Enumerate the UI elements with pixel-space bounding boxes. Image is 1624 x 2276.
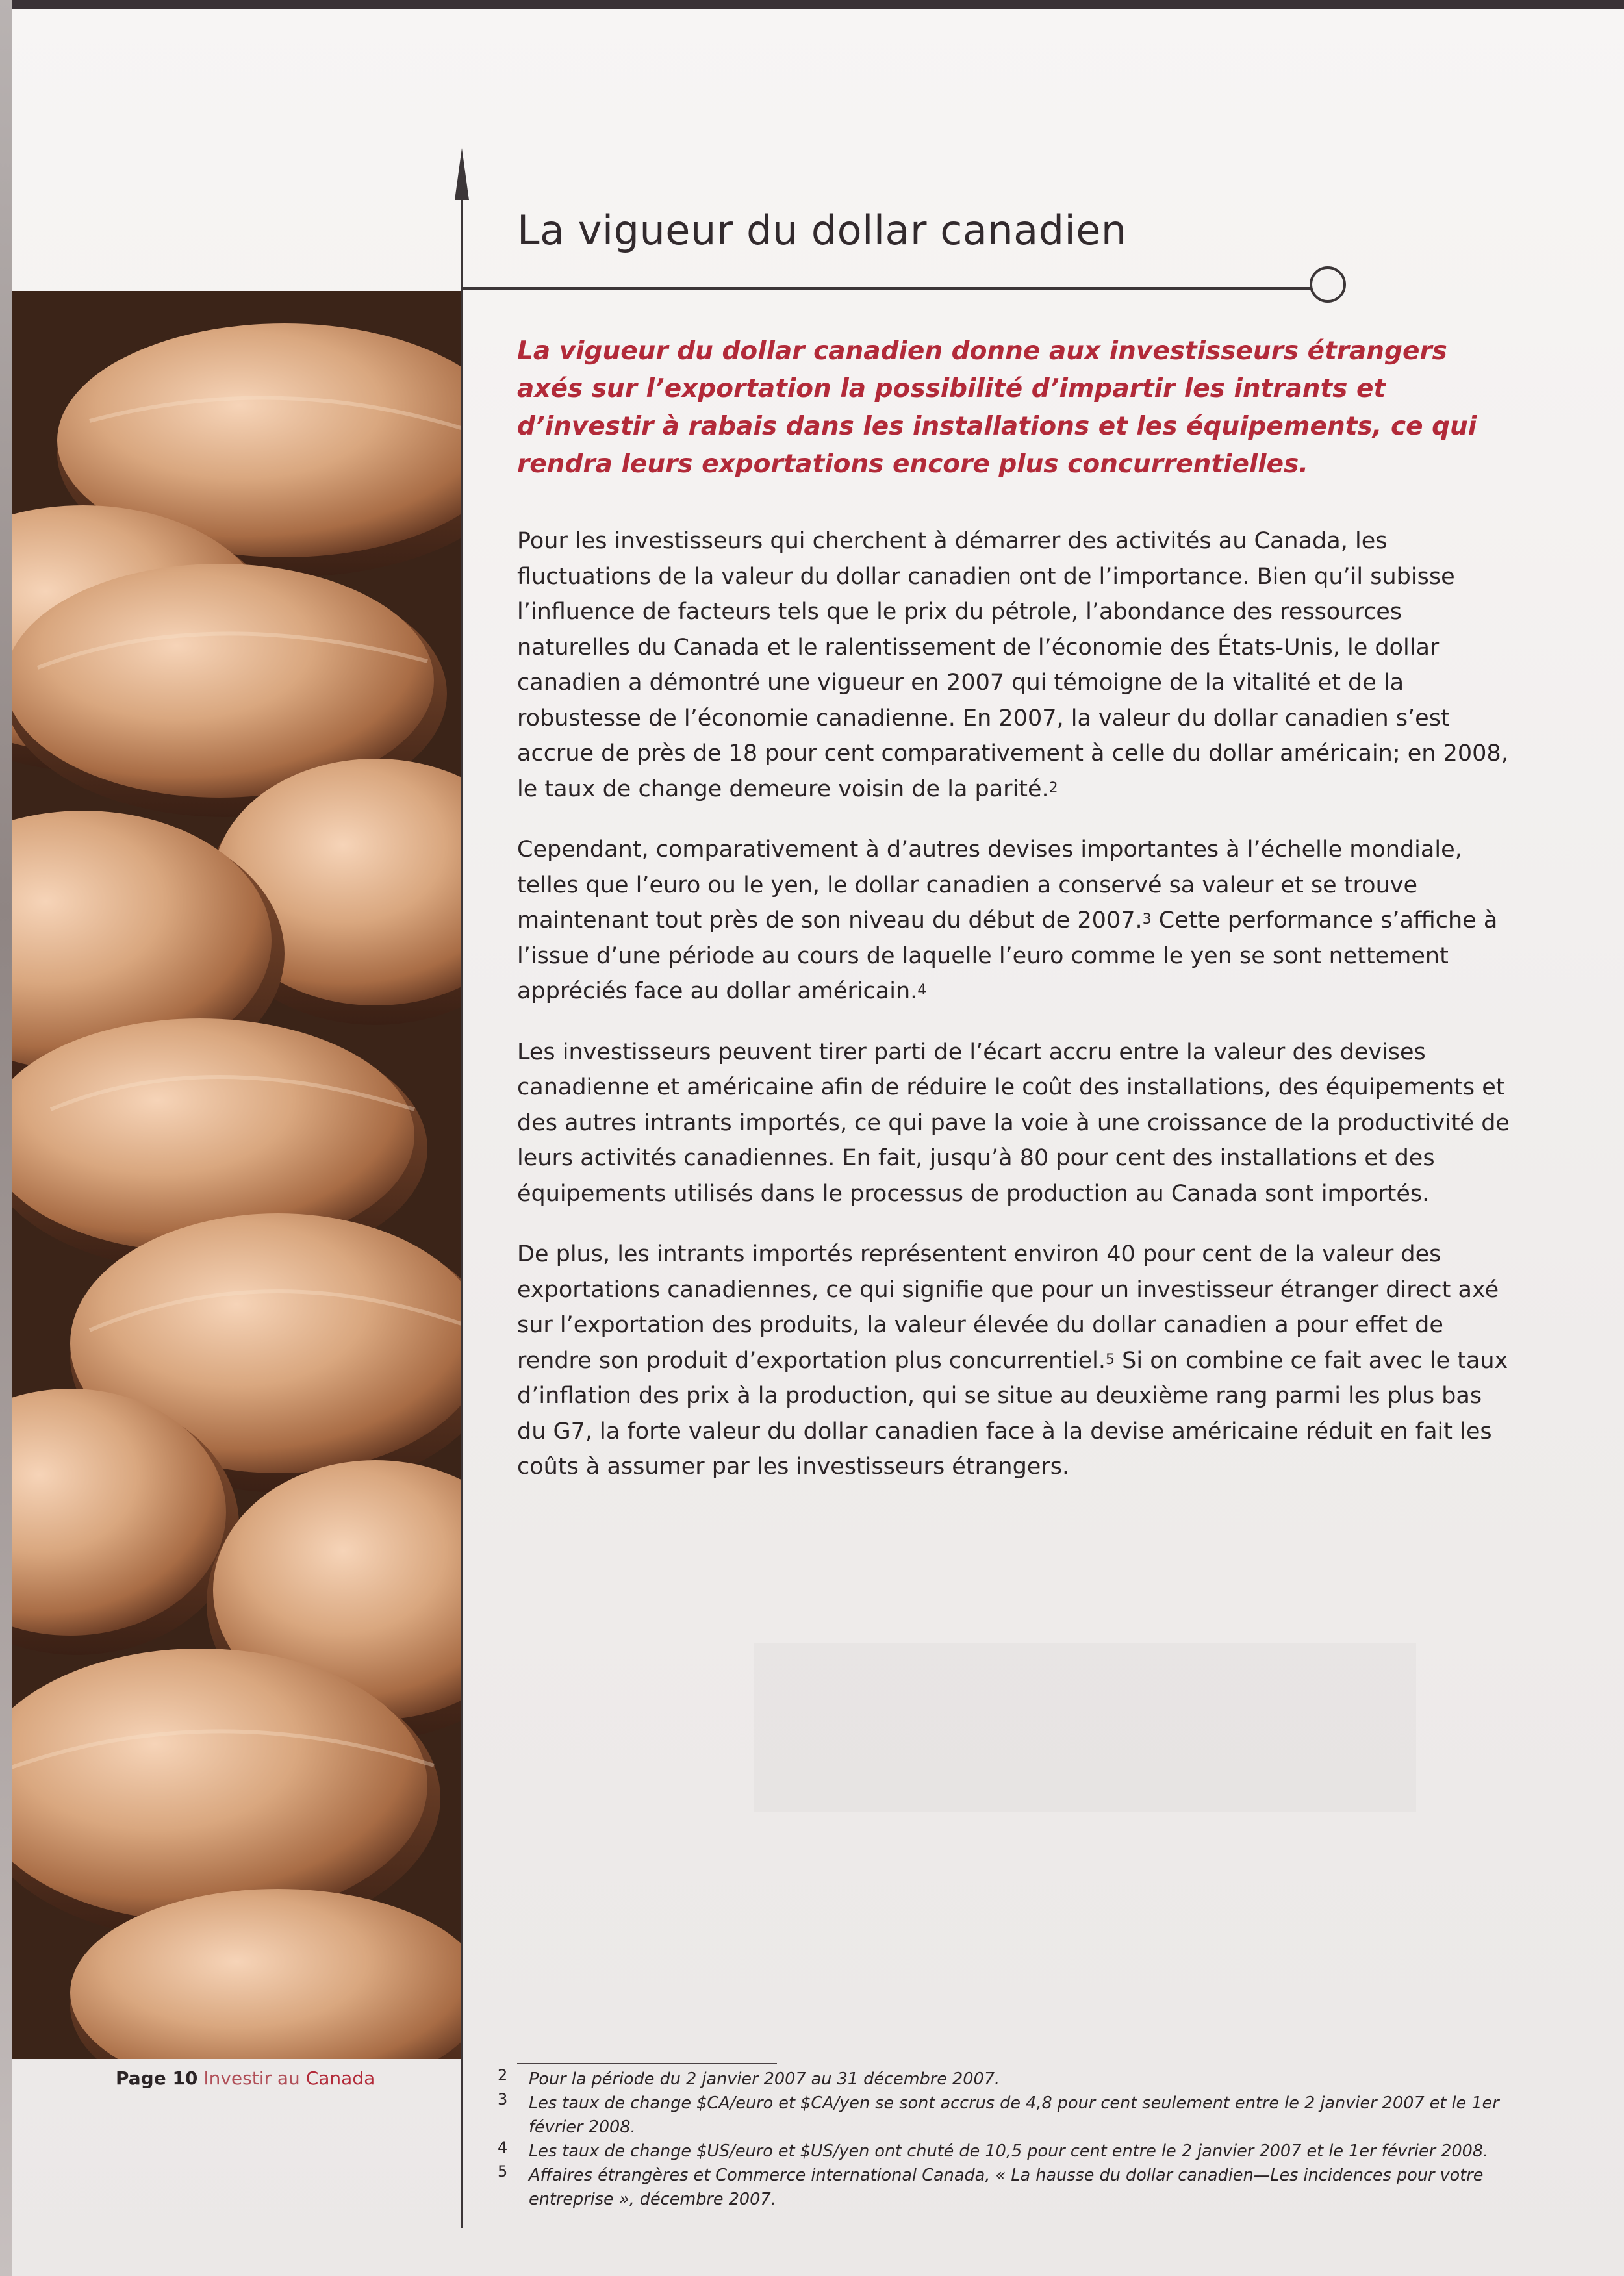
- footnote: 3 Les taux de change $CA/euro et $CA/yen se sont accrus de 4,8 pour cent seulement entre le 2 janvier 2007 et le 1er février 2008.: [498, 2090, 1499, 2137]
- scan-top-edge: [0, 0, 1624, 9]
- footnote-ref: 5: [1106, 1351, 1115, 1368]
- vertical-arrow-icon: [455, 148, 469, 200]
- footnote: 2 Pour la période du 2 janvier 2007 au 31 décembre 2007.: [498, 2066, 1000, 2089]
- footnote-ref: 3: [1142, 911, 1152, 928]
- circle-icon: [1310, 266, 1346, 303]
- scan-left-edge: [0, 0, 12, 2276]
- paragraph-1: Pour les investisseurs qui cherchent à démarrer des activités au Canada, les fluctuations de la valeur du dollar canadien ont de l’importance. Bien qu’il subisse l’influence de facteurs tels que le prix du pétrole, l’abondance des ressources naturelles du Canada et le ralentissement de l’économie des États-Unis, le dollar canadien a démontré une vigueur en 2007 qui témoigne de la vitalité et de la robustesse de l’économie canadienne. En 2007, la valeur du dollar canadien s’est accrue de près de 18 pour cent comparativement à celle du dollar américain; en 2008, le taux de change demeure voisin de la parité.$^2$: [517, 528, 1508, 802]
- paragraph-3: Les investisseurs peuvent tirer parti de l’écart accru entre la valeur des devises canadienne et américaine afin de réduire le coût des installations, des équipements et des autres intrants importés, ce qui pave la voie à une croissance de la productivité de leurs activités canadiennes. En fait, jusqu’à 80 pour cent des installations et des équipements utilisés dans le processus de production au Canada sont importés.: [517, 1039, 1510, 1207]
- footnote-rule: [517, 2063, 777, 2064]
- page-footer: [116, 2067, 375, 2089]
- publication-name-accent: Canada: [305, 2067, 375, 2089]
- article-body: [517, 524, 1511, 1510]
- title-rule: [462, 287, 1313, 290]
- footnote: 5 Affaires étrangères et Commerce international Canada, « La hausse du dollar canadien—Les incidences pour votre entreprise », décembre 2007.: [498, 2162, 1484, 2209]
- show-through-shadow: [754, 1643, 1416, 1812]
- page-number: Page 10: [116, 2067, 198, 2089]
- paragraph-4: De plus, les intrants importés représentent environ 40 pour cent de la valeur des exportations canadiennes, ce qui signifie que pour un investisseur étranger direct axé sur l’exportation des produits, la valeur élevée du dollar canadien a pour effet de rendre son produit d’exportation plus concurrentiel.$^5$ Si on combine ce fait avec le taux d’inflation des prix à la production, qui se situe au deuxième rang parmi les plus bas du G7, la forte valeur du dollar canadien face à la devise américaine réduit en fait les coûts à assumer par les investisseurs étrangers.: [517, 1241, 1508, 1480]
- paragraph-2: Cependant, comparativement à d’autres devises importantes à l’échelle mondiale, telles que l’euro ou le yen, le dollar canadien a conservé sa valeur et se trouve maintenant tout près de son niveau du début de 2007.$^3$ Cette performance s’affiche à l’issue d’une période au cours de laquelle l’euro comme le yen se sont nettement appréciés face au dollar américain.$^4$: [517, 837, 1498, 1004]
- coins-photo: [12, 291, 463, 2059]
- lede-paragraph: La vigueur du dollar canadien donne aux investisseurs étrangers axés sur l’exportation la possibilité d’impartir les intrants et d’investir à rabais dans les installations et les équipements, ce qui rendra leurs exportations encore plus concurrentielles.: [517, 336, 1477, 479]
- footnote-ref: 4: [917, 982, 927, 998]
- vertical-rule: [461, 195, 463, 2228]
- footnotes: [498, 2067, 1537, 2212]
- publication-name: Investir au: [203, 2067, 300, 2089]
- page-title: La vigueur du dollar canadien: [517, 207, 1127, 254]
- coins-illustration: [12, 291, 463, 2059]
- footnote-ref: 2: [1048, 779, 1058, 796]
- footnote: 4 Les taux de change $US/euro et $US/yen ont chuté de 10,5 pour cent entre le 2 janvier 2007 et le 1er février 2008.: [498, 2138, 1489, 2161]
